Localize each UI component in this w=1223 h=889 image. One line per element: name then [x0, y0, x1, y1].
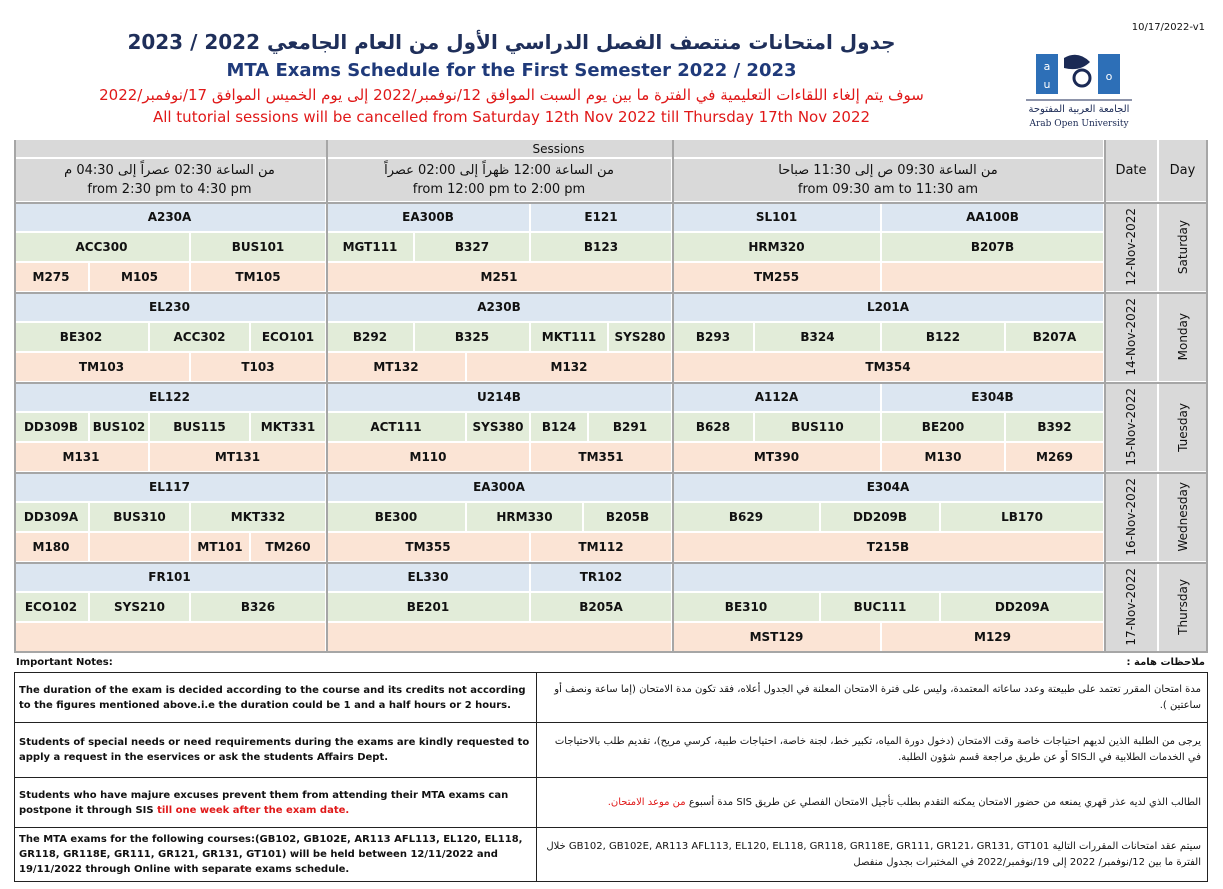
course-cell: B207B [882, 233, 1105, 263]
note-english-text: Students who have majure excuses prevent them from attending their MTA exams can postpone it through SIS [19, 789, 509, 816]
course-cell: B326 [191, 593, 327, 623]
course-cell: EL117 [14, 473, 327, 503]
page-title-arabic: جدول امتحانات منتصف الفصل الدراسي الأول من العام الجامعي 2022 / 2023 [127, 30, 896, 54]
course-cell: SYS380 [467, 413, 531, 443]
course-cell: M130 [882, 443, 1006, 473]
course-cell: DD209A [941, 593, 1105, 623]
course-cell: M180 [14, 533, 90, 563]
course-cell: M251 [327, 263, 673, 293]
date-cell [1105, 293, 1159, 383]
note-arabic-text: الطالب الذي لديه عذر قهري يمنعه من حضور الامتحان يمكنه التقدم بطلب تأجيل الامتحان الفصلي عن طريق SIS مدة أسبوع [688, 796, 1201, 808]
date-cell [1105, 563, 1159, 653]
slot-afternoon-en: from 2:30 pm to 4:30 pm [87, 182, 252, 197]
slot-noon-header [327, 159, 673, 203]
course-cell: B123 [531, 233, 673, 263]
day-text: Wednesday [1175, 482, 1190, 552]
slot-morning-en: from 09:30 am to 11:30 am [797, 182, 979, 197]
page-title-english: MTA Exams Schedule for the First Semester 2022 / 2023 [226, 60, 797, 81]
day-cell [1159, 563, 1208, 653]
course-cell-empty [673, 563, 1105, 593]
cancellation-notice-english: All tutorial sessions will be cancelled from Saturday 12th Nov 2022 till Thursday 17th Nov 2022 [152, 108, 871, 126]
course-cell: MT132 [327, 353, 467, 383]
course-cell: M132 [467, 353, 673, 383]
course-cell: M275 [14, 263, 90, 293]
date-text: 17-Nov-2022 [1124, 568, 1138, 646]
course-cell: LB170 [941, 503, 1105, 533]
notes-label-english: Important Notes: [16, 657, 113, 668]
course-cell: EL122 [14, 383, 327, 413]
course-cell: MST129 [673, 623, 882, 653]
course-cell: BUS310 [90, 503, 191, 533]
day-cell [1159, 383, 1208, 473]
course-cell: E304B [882, 383, 1105, 413]
course-cell: HRM330 [467, 503, 584, 533]
course-cell: EL230 [14, 293, 327, 323]
course-cell: ECO101 [251, 323, 327, 353]
divider [14, 292, 1208, 294]
logo-arabic-text: الجامعة العربية المفتوحة [1028, 104, 1130, 115]
slot-afternoon-ar: من الساعة 02:30 عصراً إلى 04:30 م [64, 163, 275, 178]
course-cell: BE200 [882, 413, 1006, 443]
course-cell: B291 [589, 413, 673, 443]
course-cell: BUS115 [150, 413, 251, 443]
course-cell: TM260 [251, 533, 327, 563]
day-text: Thursday [1175, 579, 1190, 635]
day-cell [1159, 203, 1208, 293]
note-english: The duration of the exam is decided according to the course and its credits not according to the figures mentioned above.i.e the duration could be 1 and a half hours or 2 hours. [15, 673, 537, 722]
course-cell: MKT331 [251, 413, 327, 443]
day-cell [1159, 473, 1208, 563]
course-cell: B122 [882, 323, 1006, 353]
day-header: Day [1159, 140, 1208, 203]
course-cell: SYS280 [609, 323, 673, 353]
course-cell: MGT111 [327, 233, 415, 263]
course-cell: E121 [531, 203, 673, 233]
svg-text:a: a [1043, 60, 1051, 73]
date-cell [1105, 383, 1159, 473]
note-arabic: سيتم عقد امتحانات المقررات التالية GB102, GB102E, AR113 AFL113, EL120, EL118, GR118, GR118E, GR111, GR121، GR131, GT101 خلال الفترة ما بين 12/نوفمبر/ 2022 إلى 19/نوفمبر/2022 في المختبرات بجدول منفصل [546, 840, 1201, 868]
course-cell: M105 [90, 263, 191, 293]
course-cell: B325 [415, 323, 531, 353]
slot-morning-header [673, 159, 1105, 203]
divider [672, 140, 674, 653]
course-cell: T103 [191, 353, 327, 383]
course-cell: DD309A [14, 503, 90, 533]
course-cell: M131 [14, 443, 150, 473]
important-notes-table [14, 672, 1208, 882]
course-cell: BUC111 [821, 593, 941, 623]
course-cell: B205A [531, 593, 673, 623]
course-cell: EA300A [327, 473, 673, 503]
course-cell: B327 [415, 233, 531, 263]
course-cell: M129 [882, 623, 1105, 653]
course-cell: ACC300 [14, 233, 191, 263]
course-cell-empty [90, 533, 191, 563]
course-cell: TR102 [531, 563, 673, 593]
course-cell: MT390 [673, 443, 882, 473]
course-cell: A230B [327, 293, 673, 323]
divider [14, 202, 1208, 204]
course-cell: B292 [327, 323, 415, 353]
course-cell: SYS210 [90, 593, 191, 623]
course-cell-empty [327, 623, 673, 653]
slot-noon-ar: من الساعة 12:00 ظهراً إلى 02:00 عصراً [384, 163, 614, 178]
course-cell: ACT111 [327, 413, 467, 443]
course-cell: MKT111 [531, 323, 609, 353]
course-cell: B293 [673, 323, 755, 353]
logo-english-text: Arab Open University [1029, 119, 1129, 129]
day-text: Saturday [1175, 219, 1190, 275]
course-cell: U214B [327, 383, 673, 413]
course-cell-empty [14, 623, 327, 653]
slot-afternoon-header [14, 159, 327, 203]
note-row [15, 778, 1207, 828]
date-text: 14-Nov-2022 [1124, 298, 1138, 376]
divider [14, 562, 1208, 564]
divider [14, 651, 1208, 653]
slot-morning-ar: من الساعة 09:30 ص إلى 11:30 صباحا [778, 163, 998, 178]
note-row [15, 828, 1207, 881]
note-english: Students of special needs or need requirements during the exams are kindly requested to apply a request in the eservices or ask the students Affairs Dept. [15, 723, 537, 777]
date-text: 12-Nov-2022 [1124, 208, 1138, 286]
date-cell [1105, 203, 1159, 293]
course-cell: EL330 [327, 563, 531, 593]
note-arabic [537, 778, 1207, 827]
slot-noon-en: from 12:00 pm to 2:00 pm [412, 182, 586, 197]
note-row [15, 673, 1207, 723]
course-cell: T215B [673, 533, 1105, 563]
note-english-highlight: till one week after the exam date. [157, 804, 350, 816]
divider [14, 140, 16, 653]
cancellation-notice-arabic: سوف يتم إلغاء اللقاءات التعليمية في الفترة ما بين يوم السبت الموافق 12/نوفمبر/2022 إلى يوم الخميس الموافق 17/نوفمبر/2022 [99, 86, 924, 104]
note-arabic-highlight: من موعد الامتحان. [607, 796, 686, 808]
course-cell: TM103 [14, 353, 191, 383]
note-row [15, 723, 1207, 778]
course-cell: DD209B [821, 503, 941, 533]
sessions-header: Sessions [14, 140, 1105, 159]
course-cell: MT131 [150, 443, 327, 473]
course-cell: ECO102 [14, 593, 90, 623]
course-cell: TM351 [531, 443, 673, 473]
course-cell: M110 [327, 443, 531, 473]
course-cell: MT101 [191, 533, 251, 563]
version-label: 10/17/2022-v1 [1131, 22, 1205, 33]
date-text: 15-Nov-2022 [1124, 388, 1138, 466]
date-header: Date [1105, 140, 1159, 203]
course-cell: B205B [584, 503, 673, 533]
course-cell: BE300 [327, 503, 467, 533]
day-text: Monday [1175, 313, 1190, 361]
date-cell [1105, 473, 1159, 563]
course-cell: M269 [1006, 443, 1105, 473]
svg-text:u: u [1043, 78, 1051, 91]
divider [1206, 140, 1208, 653]
course-cell: BE302 [14, 323, 150, 353]
course-cell: BUS101 [191, 233, 327, 263]
course-cell: TM105 [191, 263, 327, 293]
notes-label-arabic: ملاحظات هامة : [1126, 657, 1205, 668]
course-cell: L201A [673, 293, 1105, 323]
course-cell: ACC302 [150, 323, 251, 353]
date-text: 16-Nov-2022 [1124, 478, 1138, 556]
exam-schedule-table [14, 140, 1208, 653]
course-cell: A230A [14, 203, 327, 233]
note-english [15, 778, 537, 827]
course-cell: TM355 [327, 533, 531, 563]
course-cell: FR101 [14, 563, 327, 593]
divider [1104, 140, 1106, 653]
course-cell: BUS102 [90, 413, 150, 443]
course-cell: B124 [531, 413, 589, 443]
svg-text:o: o [1105, 70, 1113, 83]
course-cell: EA300B [327, 203, 531, 233]
course-cell: HRM320 [673, 233, 882, 263]
day-cell [1159, 293, 1208, 383]
day-text: Tuesday [1175, 402, 1190, 452]
course-cell: B207A [1006, 323, 1105, 353]
course-cell: TM112 [531, 533, 673, 563]
course-cell: MKT332 [191, 503, 327, 533]
course-cell: BE201 [327, 593, 531, 623]
course-cell: BE310 [673, 593, 821, 623]
course-cell: BUS110 [755, 413, 882, 443]
note-arabic: مدة امتحان المقرر تعتمد على طبيعتة وعدد ساعاته المعتمدة، وليس على فترة الامتحان المعلنة في الجدول أعلاه، فقد تكون مدة الامتحان (إما ساعة ونصف أو ساعتين ). [554, 683, 1201, 711]
divider [14, 382, 1208, 384]
divider [326, 140, 328, 653]
course-cell: B629 [673, 503, 821, 533]
course-cell: B392 [1006, 413, 1105, 443]
note-arabic: يرجى من الطلبة الذين لديهم احتياجات خاصة وقت الامتحان (دخول دورة المياه، تكبير خط، لجنة خاصة، احتياجات طبية، كرسي مريح)، تقديم طلب بالاحتياجات في الخدمات الطلابية في الـSIS أو عن طريق مراجعة قسم شؤون الطلبة. [554, 736, 1201, 763]
course-cell: SL101 [673, 203, 882, 233]
note-english: The MTA exams for the following courses:(GB102, GB102E, AR113 AFL113, EL120, EL118, GR118, GR118E, GR111, GR121, GR131, GT101) will be held between 12/11/2022 and 19/11/2022 through Online with separate exams schedule. [15, 828, 537, 881]
course-cell: DD309B [14, 413, 90, 443]
course-cell-empty [882, 263, 1105, 293]
course-cell: E304A [673, 473, 1105, 503]
divider [14, 472, 1208, 474]
course-cell: B324 [755, 323, 882, 353]
course-cell: B628 [673, 413, 755, 443]
course-cell: A112A [673, 383, 882, 413]
course-cell: TM354 [673, 353, 1105, 383]
course-cell: AA100B [882, 203, 1105, 233]
course-cell: TM255 [673, 263, 882, 293]
